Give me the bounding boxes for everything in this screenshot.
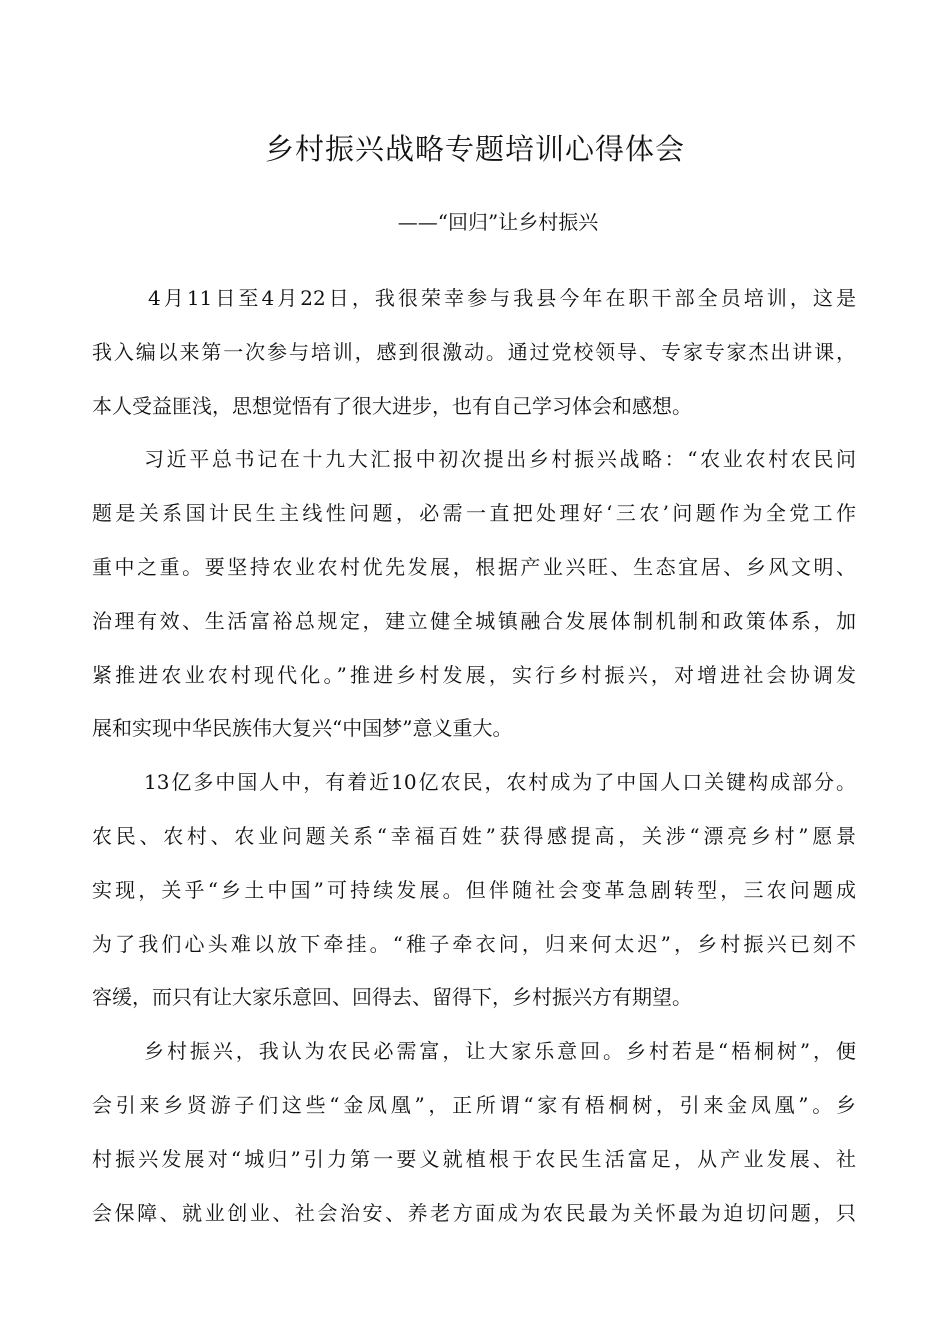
paragraph-line: 13亿多中国人中，有着近10亿农民，农村成为了中国人口关键构成部分。: [144, 770, 856, 795]
paragraph-line: 4月11日至4月22日，我很荣幸参与我县今年在职干部全员培训，这是: [148, 286, 856, 310]
paragraph-1: [92, 281, 856, 424]
paragraph-line: 紧推进农业农村现代化。”推进乡村发展，实行乡村振兴，对增进社会协调发: [92, 662, 856, 687]
paragraph-line: 容缓，而只有让大家乐意回、回得去、留得下，乡村振兴方有期望。: [92, 985, 692, 1010]
paragraph-line: 本人受益匪浅，思想觉悟有了很大进步，也有自己学习体会和感想。: [92, 393, 692, 418]
paragraph-line: 题是关系国计民生主线性问题，必需一直把处理好‘三农’问题作为全党工作: [92, 501, 856, 526]
paragraph-line: 实现，关乎“乡土中国”可持续发展。但伴随社会变革急剧转型，三农问题成: [92, 877, 856, 902]
paragraph-line: 治理有效、生活富裕总规定，建立健全城镇融合发展体制机制和政策体系，加: [92, 608, 856, 633]
paragraph-line: 展和实现中华民族伟大复兴“中国梦”意义重大。: [92, 716, 513, 741]
paragraph-line: 会保障、就业创业、社会治安、养老方面成为农民最为关怀最为迫切问题，只: [92, 1200, 856, 1225]
paragraph-line: 乡村振兴，我认为农民必需富，让大家乐意回。乡村若是“梧桐树”，便: [144, 1039, 856, 1064]
paragraph-line: 习近平总书记在十九大汇报中初次提出乡村振兴战略：“农业农村农民问: [144, 447, 856, 472]
paragraph-2: [92, 442, 856, 746]
paragraph-line: 会引来乡贤游子们这些“金凤凰”，正所谓“家有梧桐树，引来金凤凰”。乡: [92, 1092, 856, 1117]
paragraph-line: 村振兴发展对“城归”引力第一要义就植根于农民生活富足，从产业发展、社: [92, 1146, 856, 1171]
document-title: 乡村振兴战略专题培训心得体会: [264, 132, 685, 166]
paragraph-line: 我入编以来第一次参与培训，感到很激动。通过党校领导、专家专家杰出讲课，: [92, 339, 856, 364]
paragraph-line: 为了我们心头难以放下牵挂。“稚子牵衣问，归来何太迟”，乡村振兴已刻不: [92, 931, 856, 956]
paragraph-line: 农民、农村、农业问题关系“幸福百姓”获得感提高，关涉“漂亮乡村”愿景: [92, 823, 856, 848]
paragraph-4: [92, 1034, 856, 1230]
paragraph-3: [92, 765, 856, 1015]
document-subtitle: ——“回归”让乡村振兴: [397, 210, 599, 234]
paragraph-line: 重中之重。要坚持农业农村优先发展，根据产业兴旺、生态宜居、乡风文明、: [92, 554, 856, 579]
document-body: [92, 281, 856, 1249]
